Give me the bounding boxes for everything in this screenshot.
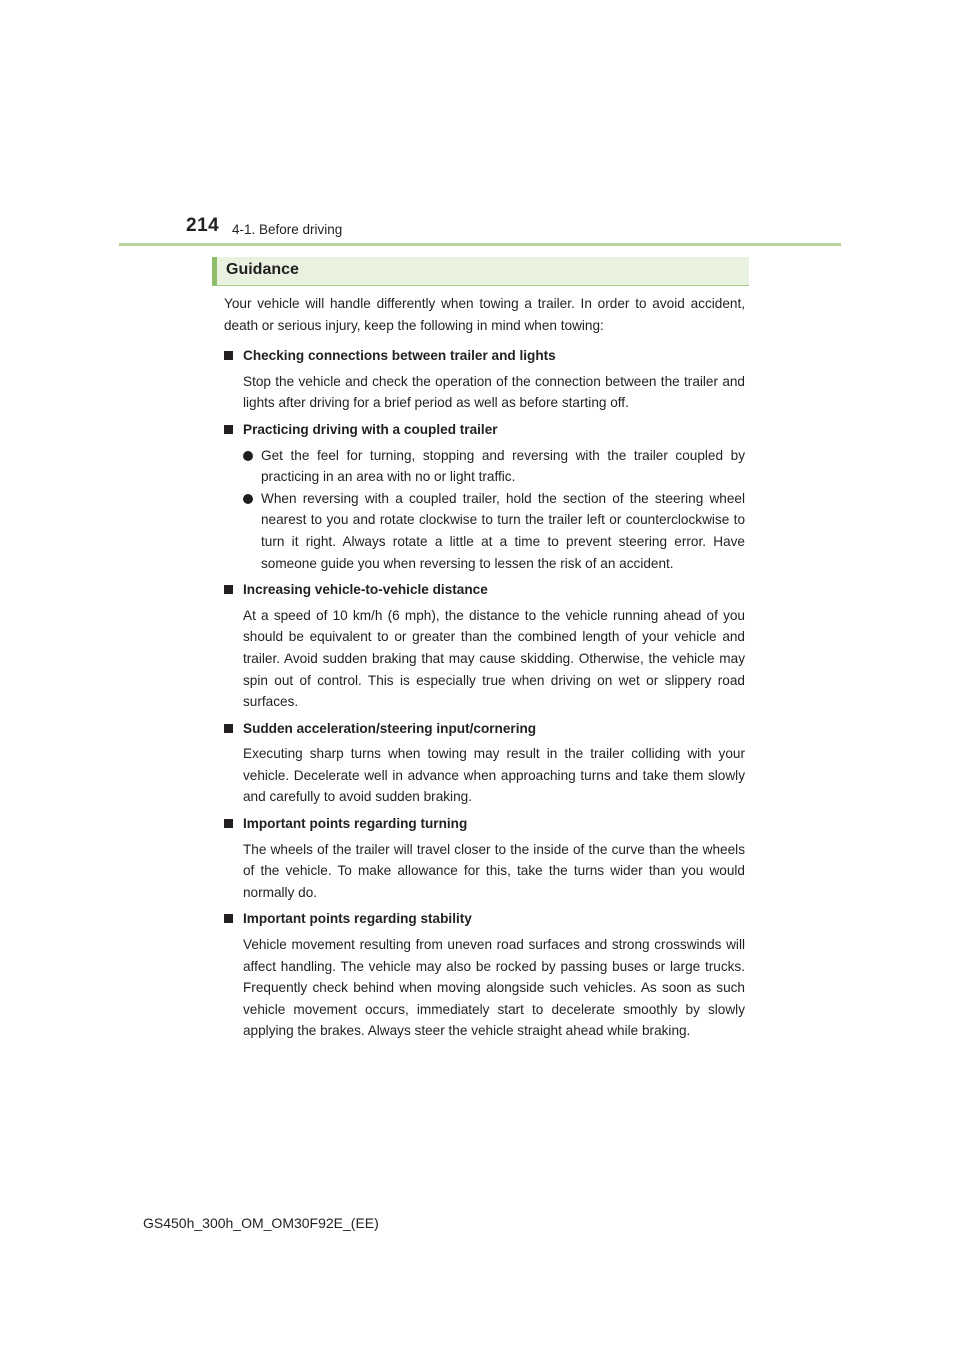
dot-bullet-icon [243, 451, 253, 461]
section-title: 4-1. Before driving [232, 222, 343, 237]
square-bullet-icon [224, 724, 233, 733]
square-bullet-icon [224, 351, 233, 360]
section-heading-text: Important points regarding turning [243, 816, 468, 832]
square-bullet-icon [224, 914, 233, 923]
section-heading-text: Practicing driving with a coupled trailer [243, 421, 498, 437]
section-text: Vehicle movement resulting from uneven road surfaces and strong crosswinds will affect handling. The vehicle may also be rocked by passing buses or large trucks. Frequently check behind when moving alongside such vehicles. As soon as such vehicle movement occurs, immediately start to decelerate smoothly by slowly applying the brakes. Always steer the vehicle straight ahead while braking. [243, 937, 745, 1039]
section-heading [224, 908, 745, 930]
footer-code: GS450h_300h_OM_OM30F92E_(EE) [143, 1215, 379, 1231]
guidance-box [212, 257, 749, 286]
section-heading-text: Sudden acceleration/steering input/cornering [243, 720, 537, 736]
header-rule [119, 243, 841, 246]
list-item-text: Get the feel for turning, stopping and reversing with the trailer coupled by practicing in an area with no or light traffic. [261, 447, 745, 485]
section-heading [224, 579, 745, 601]
square-bullet-icon [224, 425, 233, 434]
dot-bullet-icon [243, 494, 253, 504]
guidance-content [224, 293, 745, 1045]
section-heading [224, 419, 745, 441]
square-bullet-icon [224, 819, 233, 828]
section-heading-text: Important points regarding stability [243, 911, 472, 927]
section-text: At a speed of 10 km/h (6 mph), the distance to the vehicle running ahead of you should be equivalent to or greater than the combined length of your vehicle and trailer. Avoid sudden braking that may cause skidding. Otherwise, the vehicle may spin out of control. This is especially true when driving on wet or slippery road surfaces. [243, 607, 745, 710]
section-heading [224, 345, 745, 367]
section-heading [224, 718, 745, 740]
section-text: The wheels of the trailer will travel closer to the inside of the curve than the wheels of the vehicle. To make allowance for this, take the turns wider than you would normally do. [243, 841, 745, 900]
guidance-intro: Your vehicle will handle differently when towing a trailer. In order to avoid accident, death or serious injury, keep the following in mind when towing: [224, 296, 745, 333]
section-heading [224, 813, 745, 835]
bullet-list [224, 445, 745, 575]
square-bullet-icon [224, 585, 233, 594]
list-item [224, 445, 745, 488]
section-heading-text: Checking connections between trailer and lights [243, 348, 556, 364]
list-item [224, 488, 745, 574]
section-heading-text: Increasing vehicle-to-vehicle distance [243, 582, 488, 598]
list-item-text: When reversing with a coupled trailer, hold the section of the steering wheel nearest to you and rotate clockwise to turn the trailer left or counterclockwise to turn it right. Always rotate a little at a time to prevent steering error. Have someone guide you when reversing to lessen the risk of an accident. [261, 490, 745, 571]
guidance-title: Guidance [226, 261, 299, 278]
section-text: Executing sharp turns when towing may result in the trailer colliding with your vehicle. Decelerate well in advance when approaching turns and take them slowly and carefully to avoid sudden braking. [243, 746, 745, 805]
section-text: Stop the vehicle and check the operation of the connection between the trailer and lights after driving for a brief period as well as before starting off. [243, 373, 745, 411]
page-number: 214 [186, 215, 220, 236]
